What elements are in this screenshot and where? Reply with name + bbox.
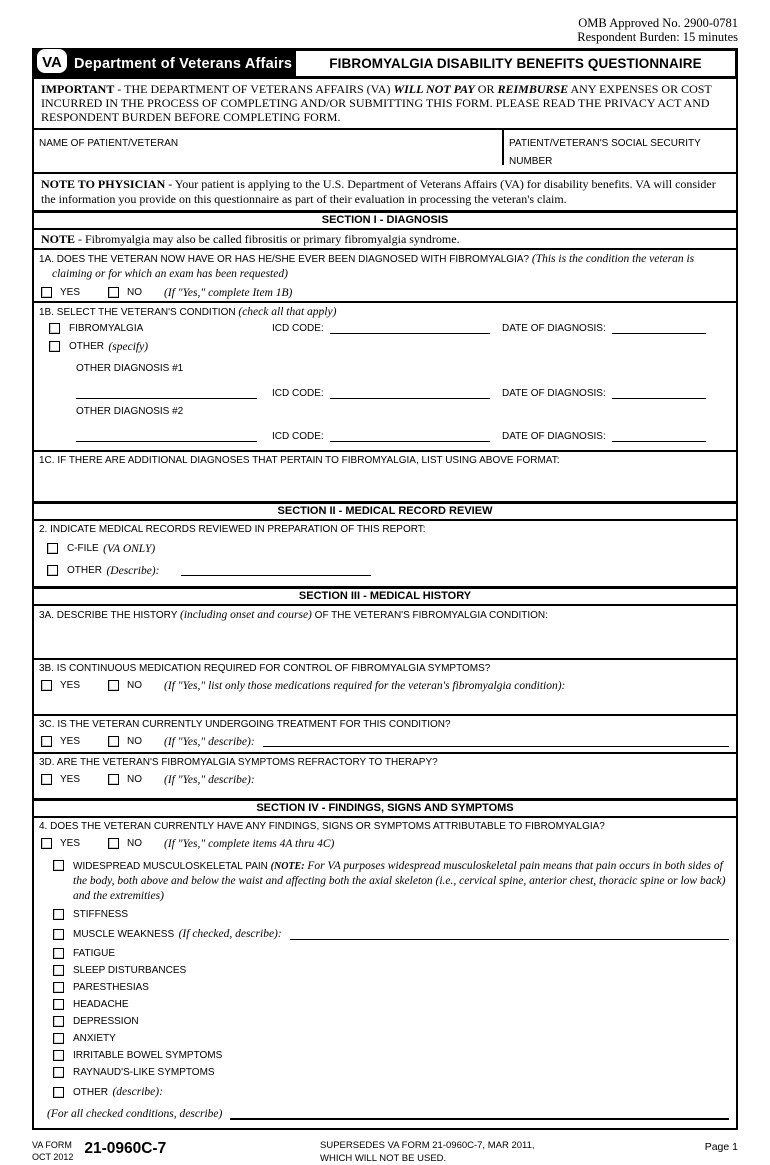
question-2-label: 2. INDICATE MEDICAL RECORDS REVIEWED IN PREPARATION OF THIS REPORT: — [39, 523, 426, 535]
other-condition-checkbox[interactable] — [49, 341, 60, 352]
symptom-label: HEADACHE — [73, 999, 129, 1011]
other-diagnosis-2-input[interactable] — [76, 431, 257, 442]
respondent-burden: Respondent Burden: 15 minutes — [577, 30, 738, 44]
section2-header: SECTION II - MEDICAL RECORD REVIEW — [34, 503, 736, 521]
question-3c: 3C. IS THE VETERAN CURRENTLY UNDERGOING TREATMENT FOR THIS CONDITION? YES NO (If "Yes," describe): — [34, 716, 736, 754]
question-2: 2. INDICATE MEDICAL RECORDS REVIEWED IN PREPARATION OF THIS REPORT: C-FILE (VA ONLY) OTHER (Describe): — [34, 521, 736, 588]
q1a-no-label: NO — [127, 287, 143, 299]
q3d-yes-checkbox[interactable] — [41, 774, 52, 785]
other-diagnosis-2-date-input[interactable] — [612, 431, 706, 442]
q3b-yes-checkbox[interactable] — [41, 680, 52, 691]
other-diagnosis-1-icd-input[interactable] — [330, 388, 490, 399]
fibromyalgia-label: FIBROMYALGIA — [69, 322, 144, 334]
question-1c[interactable] — [34, 452, 736, 503]
icd-code-label: ICD CODE: — [272, 322, 324, 334]
question-1b: 1B. SELECT THE VETERAN'S CONDITION (check all that apply) FIBROMYALGIA ICD CODE: DATE OF DIAGNOSIS: OTHER (specify) OTHER DIAGNOSIS #1 ICD CODE: DATE OF DIAGNOSIS: OTHER DIAGNOSIS #2 ICD CODE: DATE OF DIAGNOSIS: — [34, 303, 736, 452]
patient-name-field[interactable] — [34, 130, 504, 165]
symptom-checkbox-stiffness[interactable] — [53, 909, 64, 920]
symptom-checkbox-paresthesias[interactable] — [53, 982, 64, 993]
symptom-checkbox-other[interactable] — [53, 1087, 64, 1098]
section1-header: SECTION I - DIAGNOSIS — [34, 212, 736, 230]
symptom-label: IRRITABLE BOWEL SYMPTOMS — [73, 1050, 223, 1062]
q1a-yes-checkbox[interactable] — [41, 287, 52, 298]
fibromyalgia-checkbox[interactable] — [49, 323, 60, 334]
other-diagnosis-1-input[interactable] — [76, 388, 257, 399]
symptom-label: SLEEP DISTURBANCES — [73, 965, 187, 977]
q1a-no-checkbox[interactable] — [108, 287, 119, 298]
question-3d-label: 3D. ARE THE VETERAN'S FIBROMYALGIA SYMPTOMS REFRACTORY TO THERAPY? — [39, 756, 438, 768]
symptom-checkbox-muscle-weakness[interactable] — [53, 929, 64, 940]
svg-text:VA: VA — [42, 54, 62, 71]
q4-no-checkbox[interactable] — [108, 838, 119, 849]
agency-name: Department of Veterans Affairs — [74, 55, 293, 72]
form-header — [32, 48, 738, 79]
symptom-checkbox-raynauds[interactable] — [53, 1067, 64, 1078]
symptom-label: DEPRESSION — [73, 1016, 139, 1028]
omb-approval: OMB Approved No. 2900-0781 — [578, 16, 738, 30]
other-diagnosis-2-icd-input[interactable] — [330, 431, 490, 442]
symptom-label: ANXIETY — [73, 1033, 116, 1045]
question-3b: 3B. IS CONTINUOUS MEDICATION REQUIRED FOR CONTROL OF FIBROMYALGIA SYMPTOMS? YES NO (If "Yes," list only those medications required for the veteran's fibromyalgia condition): — [34, 660, 736, 716]
q3d-no-checkbox[interactable] — [108, 774, 119, 785]
symptom-widespread-pain-label: WIDESPREAD MUSCULOSKELETAL PAIN (NOTE: For VA purposes widespread musculoskeletal pain means that pain occurs in both sides of the body, both above and below the waist and affecting both the axial skeleton (i.e., cervical spine, anterior chest, thoracic spine or low back) and the extremities) — [73, 859, 726, 903]
important-bold: IMPORTANT — [41, 82, 115, 96]
question-1c-label: 1C. IF THERE ARE ADDITIONAL DIAGNOSES THAT PERTAIN TO FIBROMYALGIA, LIST USING ABOVE FORMAT: — [39, 454, 560, 466]
cfile-checkbox[interactable] — [47, 543, 58, 554]
question-4-label: 4. DOES THE VETERAN CURRENTLY HAVE ANY FINDINGS, SIGNS OR SYMPTOMS ATTRIBUTABLE TO FIBROMYALGIA? — [39, 820, 605, 832]
question-3a[interactable] — [34, 606, 736, 660]
for-all-checked-label: (For all checked conditions, describe) — [47, 1108, 223, 1121]
q1a-hint: (If "Yes," complete Item 1B) — [164, 286, 293, 299]
other-diagnosis-1-date-input[interactable] — [612, 388, 706, 399]
symptom-checkbox-depression[interactable] — [53, 1016, 64, 1027]
important-notice: IMPORTANT - THE DEPARTMENT OF VETERANS AFFAIRS (VA) WILL NOT PAY OR REIMBURSE ANY EXPENSES OR COST INCURRED IN THE PROCESS OF COMPLETING AND/OR SUBMITTING THIS FORM. PLEASE READ THE PRIVACY ACT AND RESPONDENT BURDEN BEFORE COMPLETING FORM. — [34, 79, 736, 130]
other-diagnosis-1-label: OTHER DIAGNOSIS #1 — [76, 362, 184, 374]
supersedes-note: SUPERSEDES VA FORM 21-0960C-7, MAR 2011, WHICH WILL NOT BE USED. — [320, 1140, 535, 1164]
page-number: Page 1 — [704, 1141, 738, 1154]
date-of-diagnosis-label: DATE OF DIAGNOSIS: — [502, 322, 606, 334]
symptom-checkbox-anxiety[interactable] — [53, 1033, 64, 1044]
symptom-checkbox-widespread-pain[interactable] — [53, 860, 64, 871]
form-page — [32, 0, 738, 1165]
form-body — [32, 79, 738, 1130]
section1-note: NOTE - Fibromyalgia may also be called fibrositis or primary fibromyalgia syndrome. — [34, 230, 736, 250]
records-other-checkbox[interactable] — [47, 565, 58, 576]
symptom-checkbox-headache[interactable] — [53, 999, 64, 1010]
form-number: 21-0960C-7 — [84, 1140, 167, 1158]
question-1b-label: 1B. SELECT THE VETERAN'S CONDITION (check all that apply) — [39, 305, 337, 318]
note-to-physician: NOTE TO PHYSICIAN - Your patient is applying to the U.S. Department of Veterans Affairs (VA) for disability benefits. VA will consider the information you provide on this questionnaire as part of their evaluation in processing the veteran's claim. — [34, 174, 736, 211]
question-1a-label: 1A. DOES THE VETERAN NOW HAVE OR HAS HE/SHE EVER BEEN DIAGNOSED WITH FIBROMYALGIA? (This is the condition the veteran is claiming or for which an exam has been requested) — [39, 252, 695, 280]
symptom-label: PARESTHESIAS — [73, 982, 149, 994]
question-4: 4. DOES THE VETERAN CURRENTLY HAVE ANY FINDINGS, SIGNS OR SYMPTOMS ATTRIBUTABLE TO FIBROMYALGIA? YES NO (If "Yes," complete items 4A thru 4C) WIDESPREAD MUSCULOSKELETAL PAIN (NOTE: For VA purposes widespread musculoskeletal pain means that pain occurs in both sides of the body, both above and below the waist and affecting both the axial skeleton (i.e., cervical spine, anterior chest, thoracic spine or low back) and the extremities) STIFFNESS MUSCLE WEAKNESS (If checked, describe): FATIGUE SLEEP DISTURBANCES PARESTHESIAS HEADACHE DEPRESSION ANXIETY IRRITABLE BOWEL SYMPTOMS RAYNAUD'S-LIKE SYMPTOMS OTHER (describe): (For all checked conditions, describe) — [34, 818, 736, 1129]
section3-header: SECTION III - MEDICAL HISTORY — [34, 588, 736, 606]
va-logo-icon — [37, 49, 67, 78]
patient-ssn-label: PATIENT/VETERAN'S SOCIAL SECURITY NUMBER — [509, 138, 701, 168]
va-banner — [32, 48, 293, 79]
question-3b-label: 3B. IS CONTINUOUS MEDICATION REQUIRED FOR CONTROL OF FIBROMYALGIA SYMPTOMS? — [39, 662, 491, 674]
question-3d: 3D. ARE THE VETERAN'S FIBROMYALGIA SYMPTOMS REFRACTORY TO THERAPY? YES NO (If "Yes," describe): — [34, 754, 736, 800]
muscle-weakness-describe-input[interactable] — [290, 929, 729, 940]
q1a-yes-label: YES — [60, 287, 81, 299]
q3c-no-checkbox[interactable] — [108, 736, 119, 747]
q3b-no-checkbox[interactable] — [108, 680, 119, 691]
question-3c-label: 3C. IS THE VETERAN CURRENTLY UNDERGOING TREATMENT FOR THIS CONDITION? — [39, 718, 451, 730]
fibromyalgia-icd-input[interactable] — [330, 323, 490, 334]
form-date: OCT 2012 — [32, 1151, 74, 1162]
form-title: FIBROMYALGIA DISABILITY BENEFITS QUESTIONNAIRE — [329, 56, 702, 71]
symptom-checkbox-fatigue[interactable] — [53, 948, 64, 959]
patient-ssn-field[interactable] — [504, 130, 736, 172]
patient-row — [34, 130, 736, 174]
records-other-describe-input[interactable] — [181, 565, 371, 576]
omb-block — [32, 16, 738, 44]
section4-header: SECTION IV - FINDINGS, SIGNS AND SYMPTOMS — [34, 800, 736, 818]
symptom-label: FATIGUE — [73, 948, 116, 960]
patient-name-label: NAME OF PATIENT/VETERAN — [39, 138, 179, 150]
q3b-hint: (If "Yes," list only those medications required for the veteran's fibromyalgia condition): — [164, 679, 566, 692]
symptom-checkbox-sleep-disturbances[interactable] — [53, 965, 64, 976]
q3d-hint: (If "Yes," describe): — [164, 773, 255, 786]
q3c-hint: (If "Yes," describe): — [164, 735, 255, 748]
question-3a-label: 3A. DESCRIBE THE HISTORY (including onset and course) OF THE VETERAN'S FIBROMYALGIA CONDITION: — [39, 608, 548, 621]
q4-yes-checkbox[interactable] — [41, 838, 52, 849]
symptom-checkbox-irritable-bowel[interactable] — [53, 1050, 64, 1061]
symptom-label: RAYNAUD'S-LIKE SYMPTOMS — [73, 1067, 215, 1079]
form-footer — [32, 1140, 738, 1165]
va-form-label: VA FORM — [32, 1140, 72, 1151]
for-all-checked-describe-input[interactable] — [230, 1108, 729, 1120]
fibromyalgia-date-input[interactable] — [612, 323, 706, 334]
q3c-describe-input[interactable] — [263, 736, 729, 747]
q4-hint: (If "Yes," complete items 4A thru 4C) — [164, 837, 335, 850]
form-title-box — [293, 48, 738, 79]
question-1a — [34, 250, 736, 303]
q3c-yes-checkbox[interactable] — [41, 736, 52, 747]
symptom-label: STIFFNESS — [73, 909, 129, 921]
other-diagnosis-2-label: OTHER DIAGNOSIS #2 — [76, 405, 184, 417]
